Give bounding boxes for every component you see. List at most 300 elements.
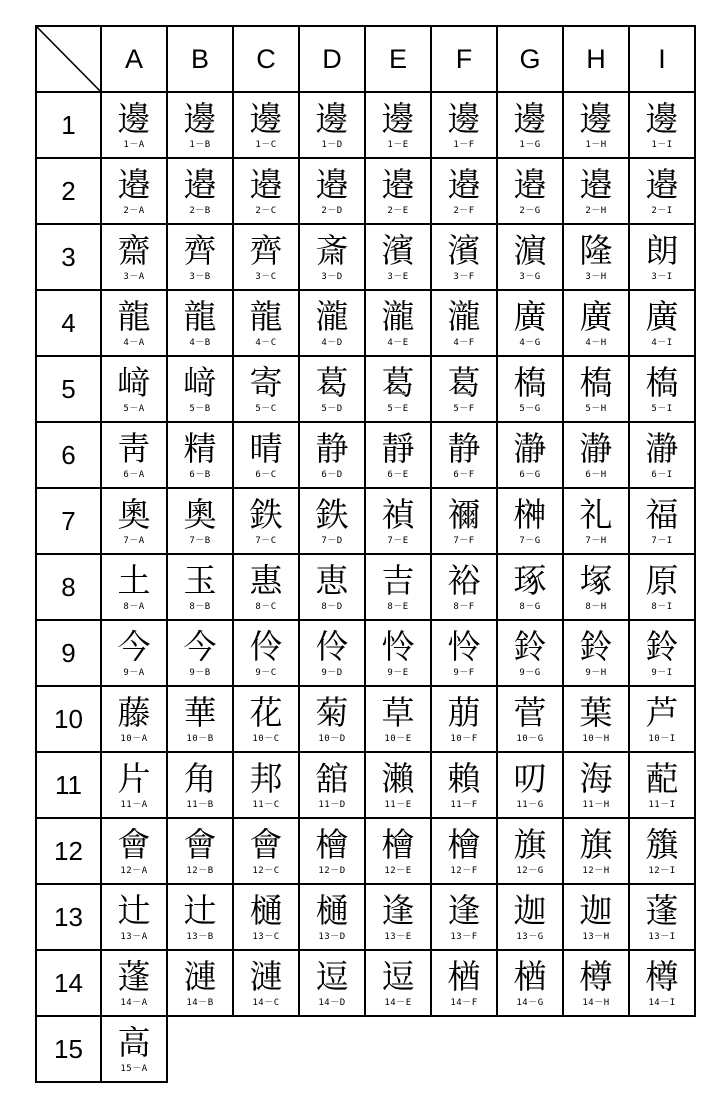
column-header-b: B — [168, 25, 234, 93]
cell-code-label: 12－D — [318, 866, 346, 876]
kanji-glyph: 静 — [447, 429, 481, 468]
cell-code-label: 4－I — [651, 338, 673, 348]
cell-code-label: 1－H — [585, 140, 607, 150]
cell-code-label: 11－B — [186, 800, 214, 810]
kanji-cell — [102, 753, 168, 819]
cell-code-label: 7－D — [321, 536, 343, 546]
kanji-cell — [564, 357, 630, 423]
kanji-glyph: 齋 — [117, 231, 151, 270]
kanji-cell — [564, 489, 630, 555]
kanji-cell — [432, 291, 498, 357]
kanji-glyph: 槗 — [579, 363, 613, 402]
kanji-glyph: 禎 — [381, 495, 415, 534]
cell-code-label: 5－B — [189, 404, 211, 414]
cell-code-label: 4－A — [123, 338, 145, 348]
kanji-cell — [168, 225, 234, 291]
cell-code-label: 13－D — [318, 932, 346, 942]
kanji-glyph: 邊 — [249, 99, 283, 138]
kanji-glyph: 吉 — [381, 561, 415, 600]
kanji-cell — [432, 93, 498, 159]
cell-code-label: 1－E — [387, 140, 409, 150]
kanji-cell — [630, 357, 696, 423]
kanji-cell — [564, 951, 630, 1017]
cell-code-label: 11－E — [384, 800, 412, 810]
cell-code-label: 8－H — [585, 602, 607, 612]
kanji-cell — [168, 819, 234, 885]
kanji-cell — [102, 489, 168, 555]
kanji-cell — [300, 819, 366, 885]
row-header-7: 7 — [35, 489, 102, 555]
cell-code-label: 2－F — [453, 206, 475, 216]
column-header-a: A — [102, 25, 168, 93]
kanji-glyph: 鉄 — [249, 495, 283, 534]
kanji-cell — [300, 555, 366, 621]
kanji-cell — [564, 819, 630, 885]
kanji-cell — [366, 159, 432, 225]
cell-code-label: 4－H — [585, 338, 607, 348]
kanji-cell — [300, 159, 366, 225]
kanji-glyph: 逢 — [447, 891, 481, 930]
row-header-4: 4 — [35, 291, 102, 357]
kanji-cell — [564, 291, 630, 357]
kanji-glyph: 海 — [579, 759, 613, 798]
cell-code-label: 9－D — [321, 668, 343, 678]
row-header-9: 9 — [35, 621, 102, 687]
cell-code-label: 10－F — [450, 734, 478, 744]
kanji-glyph: 蓜 — [645, 759, 679, 798]
cell-code-label: 14－F — [450, 998, 478, 1008]
kanji-glyph: 邊 — [315, 99, 349, 138]
kanji-glyph: 邊 — [183, 99, 217, 138]
row-header-2: 2 — [35, 159, 102, 225]
cell-code-label: 3－E — [387, 272, 409, 282]
kanji-glyph: 伶 — [249, 627, 283, 666]
kanji-cell — [630, 423, 696, 489]
kanji-cell — [102, 621, 168, 687]
cell-code-label: 3－G — [519, 272, 541, 282]
kanji-glyph: 漣 — [183, 957, 217, 996]
kanji-glyph: 萠 — [447, 693, 481, 732]
kanji-cell — [432, 885, 498, 951]
kanji-glyph: 塚 — [579, 561, 613, 600]
kanji-cell — [102, 819, 168, 885]
kanji-glyph: 精 — [183, 429, 217, 468]
kanji-cell — [366, 291, 432, 357]
cell-code-label: 6－A — [123, 470, 145, 480]
kanji-cell — [630, 93, 696, 159]
cell-code-label: 1－G — [519, 140, 541, 150]
kanji-glyph: 片 — [117, 759, 151, 798]
kanji-glyph: 會 — [249, 825, 283, 864]
row-header-11: 11 — [35, 753, 102, 819]
column-header-h: H — [564, 25, 630, 93]
kanji-cell — [234, 489, 300, 555]
kanji-glyph: 漣 — [249, 957, 283, 996]
kanji-cell — [102, 357, 168, 423]
cell-code-label: 2－C — [255, 206, 277, 216]
cell-code-label: 5－C — [255, 404, 277, 414]
kanji-glyph: 瀞 — [645, 429, 679, 468]
kanji-glyph: 斎 — [315, 231, 349, 270]
row-header-1: 1 — [35, 93, 102, 159]
kanji-glyph: 濱 — [447, 231, 481, 270]
kanji-glyph: 晴 — [249, 429, 283, 468]
kanji-cell — [366, 621, 432, 687]
cell-code-label: 7－A — [123, 536, 145, 546]
kanji-cell — [432, 489, 498, 555]
kanji-glyph: 奧 — [183, 495, 217, 534]
row-header-6: 6 — [35, 423, 102, 489]
cell-code-label: 10－G — [516, 734, 544, 744]
cell-code-label: 11－F — [450, 800, 478, 810]
kanji-glyph: 邊 — [645, 99, 679, 138]
kanji-glyph: 邉 — [447, 165, 481, 204]
kanji-glyph: 朗 — [645, 231, 679, 270]
cell-code-label: 12－F — [450, 866, 478, 876]
kanji-glyph: 廣 — [579, 297, 613, 336]
kanji-glyph: 藤 — [117, 693, 151, 732]
cell-code-label: 6－H — [585, 470, 607, 480]
kanji-glyph: 葉 — [579, 693, 613, 732]
cell-code-label: 8－G — [519, 602, 541, 612]
kanji-glyph: 葛 — [381, 363, 415, 402]
cell-code-label: 7－G — [519, 536, 541, 546]
kanji-glyph: 邉 — [315, 165, 349, 204]
cell-code-label: 8－F — [453, 602, 475, 612]
kanji-glyph: 樽 — [645, 957, 679, 996]
cell-code-label: 5－E — [387, 404, 409, 414]
kanji-glyph: 土 — [117, 561, 151, 600]
cell-code-label: 8－A — [123, 602, 145, 612]
cell-code-label: 2－D — [321, 206, 343, 216]
cell-code-label: 7－H — [585, 536, 607, 546]
kanji-cell — [234, 291, 300, 357]
kanji-glyph: 邉 — [381, 165, 415, 204]
kanji-cell — [366, 951, 432, 1017]
kanji-cell — [300, 753, 366, 819]
kanji-cell — [366, 357, 432, 423]
cell-code-label: 8－D — [321, 602, 343, 612]
cell-code-label: 11－I — [648, 800, 676, 810]
kanji-glyph: 瀞 — [513, 429, 547, 468]
kanji-glyph: 賴 — [447, 759, 481, 798]
kanji-glyph: 舘 — [315, 759, 349, 798]
kanji-cell — [432, 621, 498, 687]
kanji-cell — [630, 951, 696, 1017]
column-header-d: D — [300, 25, 366, 93]
kanji-cell — [498, 423, 564, 489]
kanji-cell — [564, 225, 630, 291]
kanji-glyph: 靑 — [117, 429, 151, 468]
cell-code-label: 13－C — [252, 932, 280, 942]
kanji-cell — [432, 687, 498, 753]
kanji-glyph: 龍 — [249, 297, 283, 336]
kanji-cell — [234, 225, 300, 291]
kanji-glyph: 鈴 — [513, 627, 547, 666]
kanji-glyph: 邉 — [579, 165, 613, 204]
kanji-cell — [366, 423, 432, 489]
cell-code-label: 13－F — [450, 932, 478, 942]
kanji-cell — [630, 819, 696, 885]
kanji-glyph: 逢 — [381, 891, 415, 930]
kanji-glyph: 邊 — [513, 99, 547, 138]
cell-code-label: 9－I — [651, 668, 673, 678]
kanji-glyph: 榊 — [513, 495, 547, 534]
kanji-cell — [564, 555, 630, 621]
kanji-glyph: 草 — [381, 693, 415, 732]
column-header-i: I — [630, 25, 696, 93]
kanji-cell — [168, 159, 234, 225]
cell-code-label: 1－D — [321, 140, 343, 150]
cell-code-label: 13－H — [582, 932, 610, 942]
kanji-cell — [498, 159, 564, 225]
kanji-glyph: 菅 — [513, 693, 547, 732]
cell-code-label: 9－C — [255, 668, 277, 678]
cell-code-label: 10－D — [318, 734, 346, 744]
kanji-glyph: 原 — [645, 561, 679, 600]
cell-code-label: 14－G — [516, 998, 544, 1008]
cell-code-label: 6－I — [651, 470, 673, 480]
kanji-glyph: 奧 — [117, 495, 151, 534]
kanji-cell — [432, 159, 498, 225]
kanji-glyph: 花 — [249, 693, 283, 732]
cell-code-label: 11－D — [318, 800, 346, 810]
cell-code-label: 14－H — [582, 998, 610, 1008]
kanji-cell — [300, 225, 366, 291]
kanji-cell — [168, 291, 234, 357]
kanji-glyph: 菊 — [315, 693, 349, 732]
kanji-cell — [102, 1017, 168, 1083]
kanji-cell — [564, 885, 630, 951]
kanji-cell — [234, 159, 300, 225]
kanji-cell — [102, 93, 168, 159]
kanji-glyph: 寄 — [249, 363, 283, 402]
kanji-cell — [498, 621, 564, 687]
cell-code-label: 3－H — [585, 272, 607, 282]
kanji-cell — [234, 951, 300, 1017]
kanji-cell — [102, 423, 168, 489]
kanji-glyph: 會 — [183, 825, 217, 864]
kanji-cell — [300, 621, 366, 687]
kanji-cell — [630, 225, 696, 291]
kanji-glyph: 惠 — [249, 561, 283, 600]
cell-code-label: 6－F — [453, 470, 475, 480]
column-header-c: C — [234, 25, 300, 93]
kanji-cell — [366, 885, 432, 951]
kanji-glyph: 鈴 — [579, 627, 613, 666]
cell-code-label: 3－I — [651, 272, 673, 282]
kanji-glyph: 龍 — [183, 297, 217, 336]
kanji-cell — [168, 621, 234, 687]
kanji-glyph: 旗 — [579, 825, 613, 864]
cell-code-label: 6－C — [255, 470, 277, 480]
cell-code-label: 3－D — [321, 272, 343, 282]
kanji-cell — [168, 885, 234, 951]
kanji-glyph: 槗 — [645, 363, 679, 402]
cell-code-label: 3－C — [255, 272, 277, 282]
kanji-cell — [300, 93, 366, 159]
kanji-cell — [366, 225, 432, 291]
kanji-cell — [630, 753, 696, 819]
kanji-glyph: 邊 — [447, 99, 481, 138]
cell-code-label: 5－F — [453, 404, 475, 414]
kanji-cell — [168, 951, 234, 1017]
kanji-glyph: 邦 — [249, 759, 283, 798]
kanji-cell — [300, 951, 366, 1017]
kanji-cell — [102, 291, 168, 357]
kanji-cell — [102, 951, 168, 1017]
kanji-glyph: 楢 — [513, 957, 547, 996]
kanji-cell — [102, 687, 168, 753]
kanji-cell — [366, 555, 432, 621]
cell-code-label: 12－E — [384, 866, 412, 876]
cell-code-label: 4－E — [387, 338, 409, 348]
kanji-cell — [300, 423, 366, 489]
cell-code-label: 14－I — [648, 998, 676, 1008]
cell-code-label: 6－B — [189, 470, 211, 480]
cell-code-label: 1－A — [123, 140, 145, 150]
kanji-glyph: 角 — [183, 759, 217, 798]
cell-code-label: 13－A — [120, 932, 148, 942]
column-header-e: E — [366, 25, 432, 93]
kanji-cell — [300, 291, 366, 357]
cell-code-label: 12－H — [582, 866, 610, 876]
kanji-cell — [366, 93, 432, 159]
kanji-glyph: 邊 — [579, 99, 613, 138]
kanji-glyph: 濵 — [513, 231, 547, 270]
kanji-glyph: 蓬 — [117, 957, 151, 996]
kanji-glyph: 福 — [645, 495, 679, 534]
cell-code-label: 3－F — [453, 272, 475, 282]
kanji-cell — [630, 555, 696, 621]
cell-code-label: 14－E — [384, 998, 412, 1008]
kanji-cell — [498, 489, 564, 555]
kanji-glyph: 濱 — [381, 231, 415, 270]
cell-code-label: 1－F — [453, 140, 475, 150]
cell-code-label: 10－I — [648, 734, 676, 744]
column-header-f: F — [432, 25, 498, 93]
kanji-glyph: 瀧 — [315, 297, 349, 336]
kanji-cell — [234, 93, 300, 159]
kanji-glyph: 槗 — [513, 363, 547, 402]
kanji-glyph: 逗 — [315, 957, 349, 996]
kanji-cell — [498, 885, 564, 951]
kanji-glyph: 礼 — [579, 495, 613, 534]
kanji-glyph: 今 — [183, 627, 217, 666]
kanji-cell — [366, 687, 432, 753]
kanji-cell — [432, 423, 498, 489]
row-header-14: 14 — [35, 951, 102, 1017]
kanji-glyph: 葛 — [315, 363, 349, 402]
cell-code-label: 9－G — [519, 668, 541, 678]
kanji-glyph: 琢 — [513, 561, 547, 600]
kanji-glyph: 齊 — [183, 231, 217, 270]
cell-code-label: 14－C — [252, 998, 280, 1008]
row-header-3: 3 — [35, 225, 102, 291]
kanji-glyph: 樋 — [249, 891, 283, 930]
kanji-glyph: 檜 — [381, 825, 415, 864]
kanji-glyph: 邉 — [117, 165, 151, 204]
cell-code-label: 1－I — [651, 140, 673, 150]
kanji-cell — [234, 621, 300, 687]
cell-code-label: 10－B — [186, 734, 214, 744]
row-header-15: 15 — [35, 1017, 102, 1083]
cell-code-label: 5－G — [519, 404, 541, 414]
kanji-glyph: 旗 — [513, 825, 547, 864]
kanji-cell — [564, 159, 630, 225]
kanji-glyph: 高 — [117, 1023, 151, 1062]
kanji-glyph: 蓬 — [645, 891, 679, 930]
cell-code-label: 12－C — [252, 866, 280, 876]
cell-code-label: 2－H — [585, 206, 607, 216]
cell-code-label: 14－A — [120, 998, 148, 1008]
kanji-cell — [168, 423, 234, 489]
kanji-cell — [234, 423, 300, 489]
cell-code-label: 10－C — [252, 734, 280, 744]
cell-code-label: 11－A — [120, 800, 148, 810]
kanji-glyph: 禰 — [447, 495, 481, 534]
kanji-cell — [366, 753, 432, 819]
kanji-cell — [498, 951, 564, 1017]
kanji-cell — [300, 357, 366, 423]
kanji-cell — [234, 753, 300, 819]
cell-code-label: 2－A — [123, 206, 145, 216]
kanji-cell — [630, 291, 696, 357]
kanji-cell — [234, 819, 300, 885]
corner-diagonal-cell — [35, 25, 102, 93]
row-header-8: 8 — [35, 555, 102, 621]
kanji-cell — [498, 819, 564, 885]
kanji-cell — [432, 753, 498, 819]
kanji-glyph: 檜 — [315, 825, 349, 864]
kanji-cell — [432, 951, 498, 1017]
cell-code-label: 12－B — [186, 866, 214, 876]
kanji-cell — [102, 225, 168, 291]
cell-code-label: 13－E — [384, 932, 412, 942]
kanji-cell — [498, 93, 564, 159]
cell-code-label: 11－G — [516, 800, 544, 810]
cell-code-label: 6－E — [387, 470, 409, 480]
cell-code-label: 12－G — [516, 866, 544, 876]
column-header-g: G — [498, 25, 564, 93]
cell-code-label: 1－B — [189, 140, 211, 150]
kanji-glyph: 樽 — [579, 957, 613, 996]
row-header-10: 10 — [35, 687, 102, 753]
cell-code-label: 6－G — [519, 470, 541, 480]
diagonal-line — [37, 27, 104, 95]
kanji-glyph: 檜 — [447, 825, 481, 864]
kanji-glyph: 邉 — [183, 165, 217, 204]
kanji-cell — [168, 93, 234, 159]
cell-code-label: 5－H — [585, 404, 607, 414]
kanji-glyph: 今 — [117, 627, 151, 666]
cell-code-label: 13－I — [648, 932, 676, 942]
cell-code-label: 3－B — [189, 272, 211, 282]
kanji-glyph: 迦 — [513, 891, 547, 930]
row-header-5: 5 — [35, 357, 102, 423]
cell-code-label: 8－I — [651, 602, 673, 612]
cell-code-label: 9－A — [123, 668, 145, 678]
kanji-glyph: 辻 — [183, 891, 217, 930]
kanji-cell — [234, 555, 300, 621]
kanji-glyph: 裕 — [447, 561, 481, 600]
kanji-cell — [498, 555, 564, 621]
kanji-glyph: 隆 — [579, 231, 613, 270]
kanji-glyph: 籏 — [645, 825, 679, 864]
cell-code-label: 10－H — [582, 734, 610, 744]
cell-code-label: 7－E — [387, 536, 409, 546]
kanji-cell — [498, 687, 564, 753]
